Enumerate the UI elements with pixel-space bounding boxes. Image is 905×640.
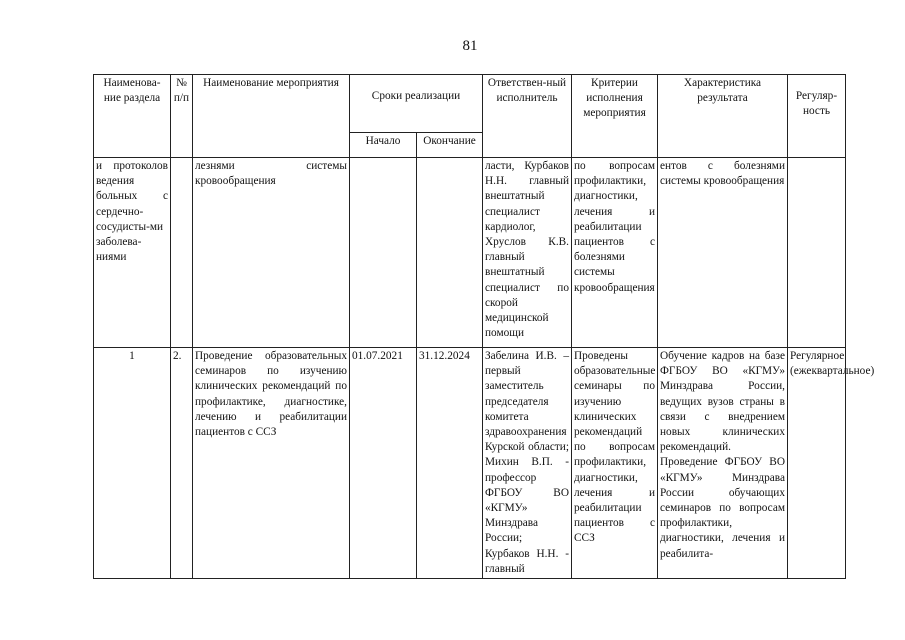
header-result: Характеристика результата (658, 75, 788, 158)
cell-result: ентов с болезнями системы кровообращения (658, 158, 788, 348)
header-start: Начало (350, 133, 417, 158)
cell-end: 31.12.2024 (417, 348, 483, 579)
header-number: № п/п (171, 75, 193, 158)
events-table (93, 74, 875, 579)
table-row (94, 348, 846, 579)
cell-start (350, 158, 417, 348)
cell-start: 01.07.2021 (350, 348, 417, 579)
header-end: Окончание (417, 133, 483, 158)
cell-event: Проведение образовательных семинаров по изучению клинических рекомендаций по профилактике, диагностике, лечению и реабилитации пациентов с ССЗ (193, 348, 350, 579)
cell-number: 2. (171, 348, 193, 579)
cell-section: и протоколов ведения больных с сердечно-сосудисты-ми заболева-ниями (94, 158, 171, 348)
page-number: 81 (462, 38, 478, 54)
cell-number (171, 158, 193, 348)
cell-criteria: по вопросам профилактики, диагностики, лечения и реабилитации пациентов с болезнями системы кровообращения (572, 158, 658, 348)
cell-end (417, 158, 483, 348)
header-event-name: Наименование мероприятия (193, 75, 350, 158)
cell-regularity: Регулярное (ежеквартальное) (788, 348, 846, 579)
header-terms: Сроки реализации (350, 75, 483, 133)
cell-result: Обучение кадров на базе ФГБОУ ВО «КГМУ» Минздрава России, ведущих вузов страны в связи с внедрением новых клинических рекомендаций. Проведение ФГБОУ ВО «КГМУ» Минздрава России обучающих семинаров по вопросам профилактики, диагностики, лечения и реабилита- (658, 348, 788, 579)
cell-criteria: Проведены образовательные семинары по изучению клинических рекомендаций по вопросам профилактики, диагностики, лечения и реабилитации пациентов с ССЗ (572, 348, 658, 579)
header-regularity: Регуляр-ность (788, 75, 846, 158)
header-section-name: Наименова-ние раздела (94, 75, 171, 158)
cell-section: 1 (94, 348, 171, 579)
header-criteria: Критерии исполнения мероприятия (572, 75, 658, 158)
header-responsible: Ответствен-ный исполнитель (483, 75, 572, 158)
cell-responsible: ласти, Курбаков Н.Н. главный внештатный специалист кардиолог, Хруслов К.В. главный внештатный специалист по скорой медицинской помощи (483, 158, 572, 348)
cell-event: лезнями системы кровообращения (193, 158, 350, 348)
table-row (94, 158, 846, 348)
cell-responsible: Забелина И.В. – первый заместитель председателя комитета здравоохранения Курской области; Михин В.П. - профессор ФГБОУ ВО «КГМУ» Минздрава России; Курбаков Н.Н. - главный (483, 348, 572, 579)
table-header-row (94, 75, 846, 133)
cell-regularity (788, 158, 846, 348)
